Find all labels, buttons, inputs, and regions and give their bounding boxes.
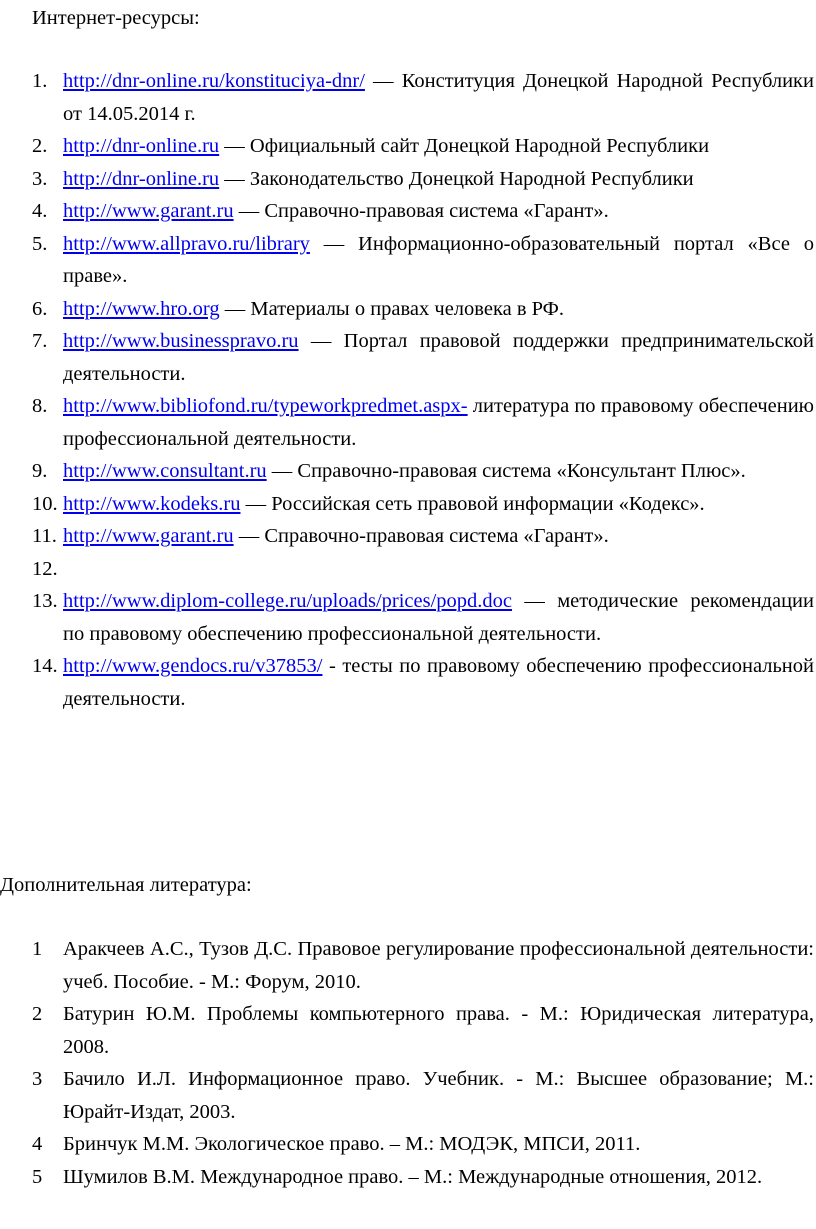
item-number: 11.: [32, 525, 57, 547]
list-item: [32, 998, 814, 1063]
list-item: [32, 1161, 814, 1194]
resource-link[interactable]: http://www.businesspravo.ru: [63, 330, 299, 352]
literature-entry: Шумилов В.М. Международное право. – М.: Международные отношения, 2012.: [63, 1165, 763, 1188]
resource-link[interactable]: http://dnr-online.ru/konstituciya-dnr/: [63, 70, 365, 92]
list-item: [32, 130, 814, 163]
resource-link[interactable]: http://dnr-online.ru: [63, 135, 220, 157]
item-description: — Справочно-правовая система «Гарант».: [233, 200, 609, 222]
literature-entry: Бачило И.Л. Информационное право. Учебник. - М.: Высшее образование; М.: Юрайт-Издат, 2003.: [63, 1068, 814, 1123]
list-item: [32, 195, 814, 228]
resource-link[interactable]: http://www.garant.ru: [63, 200, 234, 222]
list-item: [32, 488, 814, 521]
item-number: 12.: [32, 557, 58, 580]
list-item: [32, 293, 814, 326]
list-item: [32, 390, 814, 455]
literature-entry: Аракчеев А.С., Тузов Д.С. Правовое регулирование профессиональной деятельности: учеб. Пособие. - М.: Форум, 2010.: [63, 938, 814, 993]
additional-literature-heading: Дополнительная литература:: [0, 874, 252, 896]
item-number: 4: [32, 1133, 43, 1155]
list-item: [32, 163, 814, 196]
literature-list: [32, 933, 814, 1193]
item-description: — Российская сеть правовой информации «Кодекс».: [240, 492, 705, 515]
internet-resources-list: [32, 65, 814, 715]
item-number: 5.: [32, 232, 48, 255]
item-number: 10.: [32, 492, 58, 515]
resource-link[interactable]: http://www.allpravo.ru/library: [63, 232, 310, 255]
item-description: — Конституция Донецкой Народной Республики от 14.05.2014 г.: [63, 70, 814, 125]
item-description: — Справочно-правовая система «Консультант Плюс».: [266, 460, 746, 482]
item-description: — Портал правовой поддержки предпринимательской деятельности.: [63, 330, 814, 385]
item-description: — методические рекомендации по правовому обеспечению профессиональной деятельности.: [63, 590, 814, 645]
item-number: 2: [32, 1003, 43, 1025]
list-item: [32, 455, 814, 488]
resource-link[interactable]: http://www.consultant.ru: [63, 460, 267, 482]
resource-link[interactable]: http://www.gendocs.ru/v37853/: [63, 655, 323, 677]
item-number: 13.: [32, 590, 58, 612]
item-description: литература по правовому обеспечению профессиональной деятельности.: [63, 395, 814, 450]
item-number: 8.: [32, 395, 48, 417]
list-item: [32, 585, 814, 650]
item-number: 3.: [32, 167, 48, 190]
internet-resources-heading: Интернет-ресурсы:: [32, 7, 200, 29]
item-number: 4.: [32, 200, 48, 222]
item-description: - тесты по правовому обеспечению профессиональной деятельности.: [63, 655, 814, 710]
list-item-empty: [32, 553, 814, 586]
list-item: [32, 650, 814, 715]
literature-entry: Батурин Ю.М. Проблемы компьютерного права. - М.: Юридическая литература, 2008.: [63, 1003, 814, 1058]
item-description: — Законодательство Донецкой Народной Республики: [219, 167, 694, 190]
item-number: 7.: [32, 330, 48, 352]
list-item: [32, 1063, 814, 1128]
item-number: 1.: [32, 70, 48, 92]
resource-link[interactable]: http://www.hro.org: [63, 297, 220, 320]
list-item: [32, 520, 814, 553]
item-number: 5: [32, 1165, 43, 1188]
resource-link[interactable]: http://dnr-online.ru: [63, 167, 220, 190]
literature-entry: Бринчук М.М. Экологическое право. – М.: МОДЭК, МПСИ, 2011.: [63, 1133, 641, 1155]
item-description: — Официальный сайт Донецкой Народной Республики: [219, 135, 710, 157]
item-number: 14.: [32, 655, 58, 677]
list-item: [32, 933, 814, 998]
resource-link[interactable]: http://www.kodeks.ru: [63, 492, 241, 515]
item-number: 9.: [32, 460, 48, 482]
item-description: — Информационно-образовательный портал «Все о праве».: [63, 232, 814, 287]
item-number: 3: [32, 1068, 43, 1090]
item-description: — Справочно-правовая система «Гарант».: [233, 525, 609, 547]
item-description: — Материалы о правах человека в РФ.: [219, 297, 564, 320]
list-item: [32, 325, 814, 390]
resource-link[interactable]: http://www.bibliofond.ru/typeworkpredmet.aspx-: [63, 395, 468, 417]
resource-link[interactable]: http://www.diplom-college.ru/uploads/prices/popd.doc: [63, 590, 513, 612]
list-item: [32, 1128, 814, 1161]
list-item: [32, 228, 814, 293]
item-number: 2.: [32, 135, 48, 157]
item-number: 6.: [32, 297, 48, 320]
resource-link[interactable]: http://www.garant.ru: [63, 525, 234, 547]
list-item: [32, 65, 814, 130]
item-number: 1: [32, 938, 43, 960]
